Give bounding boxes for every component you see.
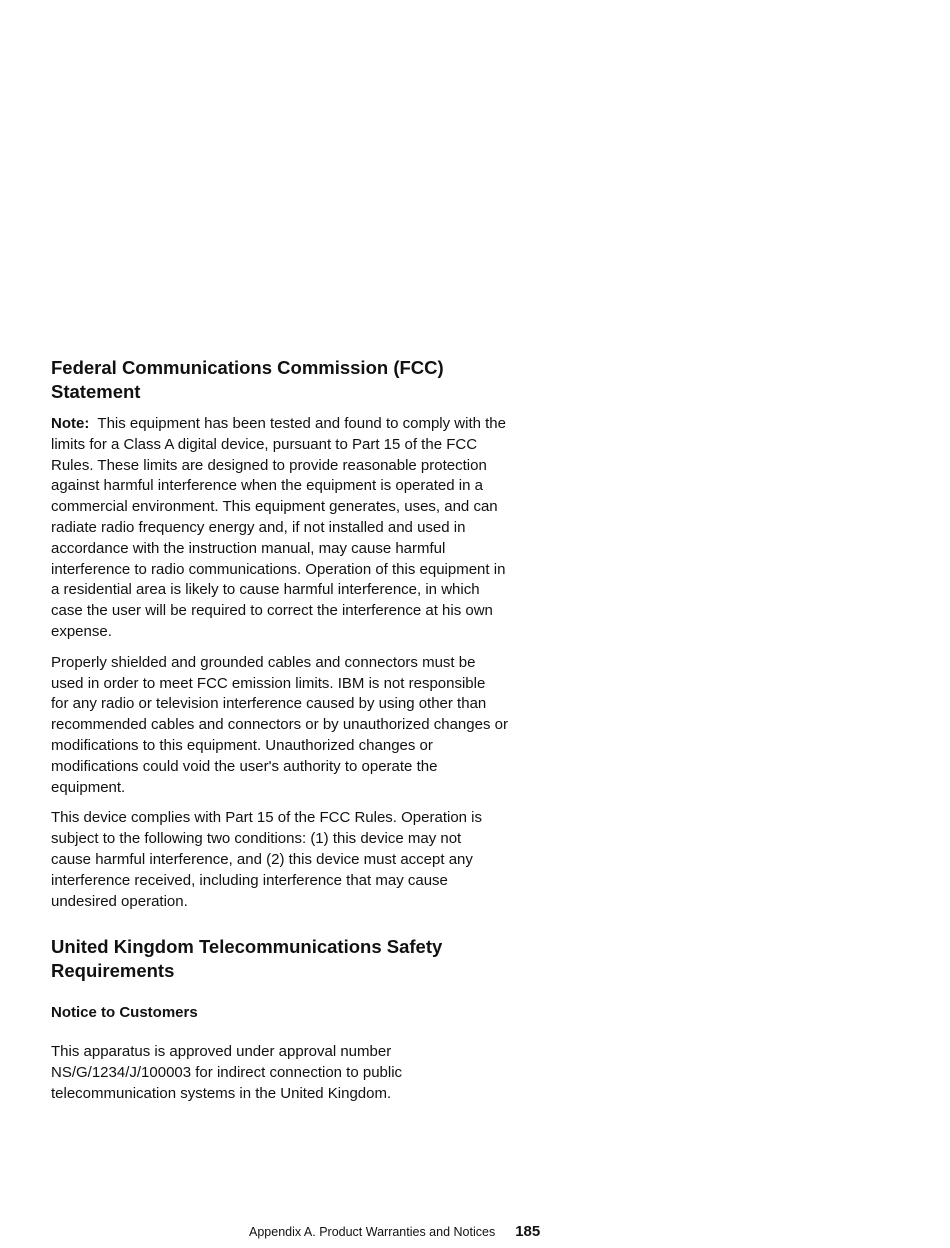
paragraph-line: a residential area is likely to cause harmful interference, in which bbox=[51, 581, 480, 599]
paragraph-line: Rules. These limits are designed to provide reasonable protection bbox=[51, 456, 487, 474]
paragraph-line: subject to the following two conditions: (1) this device may not bbox=[51, 830, 462, 848]
paragraph-line: for any radio or television interference caused by using other than bbox=[51, 695, 487, 713]
paragraph-line: NS/G/1234/J/100003 for indirect connection to public bbox=[51, 1064, 403, 1082]
paragraph-line: against harmful interference when the equipment is operated in a bbox=[51, 477, 483, 495]
paragraph-line: expense. bbox=[51, 622, 112, 640]
paragraph-line: case the user will be required to correct the interference at his own bbox=[51, 602, 493, 620]
heading-line: Requirements bbox=[51, 960, 175, 982]
paragraph-line: Properly shielded and grounded cables and connectors must be bbox=[51, 653, 476, 671]
paragraph-line bbox=[51, 414, 571, 435]
fcc-compliance-paragraph bbox=[51, 808, 571, 912]
paragraph-line: undesired operation. bbox=[51, 892, 188, 910]
paragraph-line: modifications could void the user's authority to operate the bbox=[51, 757, 438, 775]
heading-line: United Kingdom Telecommunications Safety bbox=[51, 936, 443, 958]
note-label: Note: bbox=[51, 415, 90, 432]
paragraph-line: modifications to this equipment. Unauthorized changes or bbox=[51, 736, 433, 754]
paragraph-line: equipment. bbox=[51, 778, 126, 796]
page-number: 185 bbox=[515, 1223, 541, 1240]
paragraph-line: This device complies with Part 15 of the FCC Rules. Operation is bbox=[51, 809, 483, 827]
footer-section-title: Appendix A. Product Warranties and Notices bbox=[249, 1225, 496, 1239]
uk-safety-heading bbox=[51, 935, 571, 983]
paragraph-line: commercial environment. This equipment generates, uses, and can bbox=[51, 498, 498, 516]
fcc-cables-paragraph bbox=[51, 653, 571, 799]
paragraph-line: This apparatus is approved under approval number bbox=[51, 1043, 392, 1061]
fcc-note-paragraph bbox=[51, 414, 571, 643]
paragraph-line: recommended cables and connectors or by unauthorized changes or bbox=[51, 716, 508, 734]
page-footer bbox=[249, 1222, 567, 1242]
paragraph-line: limits for a Class A digital device, pursuant to Part 15 of the FCC bbox=[51, 435, 478, 453]
page-content bbox=[51, 356, 571, 1115]
heading-line: Statement bbox=[51, 381, 141, 402]
notice-to-customers-heading: Notice to Customers bbox=[51, 1004, 198, 1022]
paragraph-line: radiate radio frequency energy and, if not installed and used in bbox=[51, 518, 466, 536]
paragraph-line: accordance with the instruction manual, may cause harmful bbox=[51, 539, 446, 557]
fcc-statement-heading bbox=[51, 356, 571, 404]
paragraph-line: used in order to meet FCC emission limits. IBM is not responsible bbox=[51, 674, 486, 692]
heading-line: Federal Communications Commission (FCC) bbox=[51, 357, 444, 378]
paragraph-line: interference to radio communications. Operation of this equipment in bbox=[51, 560, 506, 578]
paragraph-line: telecommunication systems in the United Kingdom. bbox=[51, 1084, 392, 1102]
paragraph-line-text: This equipment has been tested and found to comply with the bbox=[97, 415, 506, 432]
paragraph-line: cause harmful interference, and (2) this device must accept any bbox=[51, 850, 473, 868]
paragraph-line: interference received, including interference that may cause bbox=[51, 871, 448, 889]
uk-approval-paragraph bbox=[51, 1042, 571, 1104]
